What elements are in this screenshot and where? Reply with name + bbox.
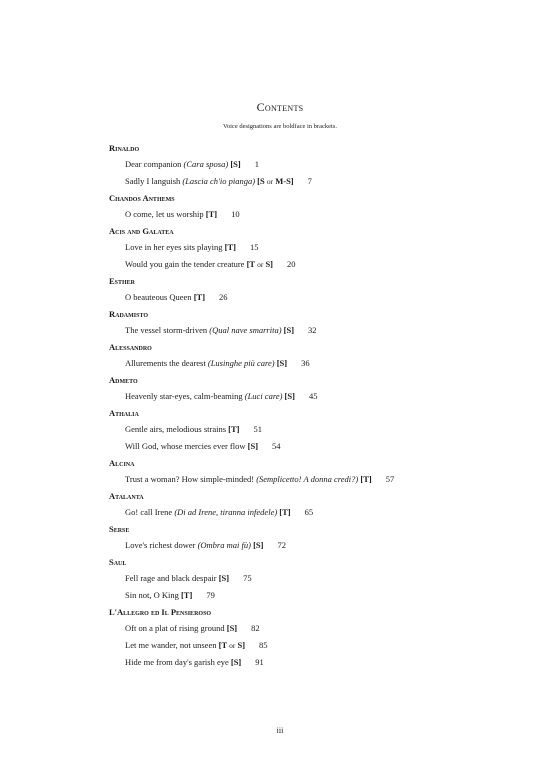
- table-of-contents: [109, 140, 529, 671]
- entry-voice: [S]: [283, 325, 295, 335]
- toc-section: [109, 406, 529, 455]
- toc-entry[interactable]: [109, 289, 529, 306]
- entry-page-number: 7: [307, 176, 312, 186]
- page-number: iii: [276, 726, 284, 735]
- entry-voice: [S]: [247, 441, 259, 451]
- entry-page-number: 15: [249, 242, 259, 252]
- entry-voice: [S]: [276, 358, 288, 368]
- entry-page-number: 32: [308, 325, 317, 335]
- opera-heading: Rinaldo: [109, 143, 140, 153]
- entry-voice: [S]: [253, 540, 264, 550]
- entry-page-number: 75: [243, 573, 252, 583]
- entry-title: Will God, whose mercies ever flow: [125, 441, 246, 451]
- entry-voice: [S]: [230, 159, 241, 169]
- toc-entry[interactable]: [109, 504, 529, 521]
- entry-original-title: (Luci care): [244, 391, 283, 401]
- page-title: Contents: [256, 100, 304, 114]
- entry-voice: [T]: [205, 209, 218, 219]
- entry-page-number: 36: [301, 358, 310, 368]
- entry-voice: [T]: [279, 507, 291, 517]
- entry-voice: [T]: [180, 590, 193, 600]
- entry-voice: [T]: [360, 474, 372, 484]
- toc-entry[interactable]: [109, 239, 529, 256]
- entry-title: The vessel storm-driven: [125, 325, 208, 335]
- entry-voice: [T]: [228, 424, 240, 434]
- toc-section: [109, 522, 529, 554]
- entry-page-number: 72: [277, 540, 286, 550]
- entry-title: Dear companion: [125, 159, 182, 169]
- toc-section: [109, 605, 529, 671]
- toc-entry[interactable]: [109, 322, 529, 339]
- entry-page-number: 65: [304, 507, 314, 517]
- entry-title: Heavenly star-eyes, calm-beaming: [125, 391, 243, 401]
- entry-title: Gentle airs, melodious strains: [125, 424, 227, 434]
- toc-section: [109, 307, 529, 339]
- entry-original-title: (Cara sposa): [183, 159, 229, 169]
- entry-title: Let me wander, not unseen: [125, 640, 217, 650]
- entry-voice: [T or S]: [246, 259, 273, 269]
- opera-heading: Atalanta: [109, 491, 144, 501]
- toc-section: [109, 373, 529, 405]
- toc-section: [109, 224, 529, 273]
- toc-section: [109, 555, 529, 604]
- entry-title: Fell rage and black despair: [125, 573, 217, 583]
- toc-entry[interactable]: [109, 637, 529, 654]
- opera-heading: Athalia: [109, 408, 139, 418]
- opera-heading: Chandos Anthems: [109, 193, 175, 203]
- entry-voice: [S]: [226, 623, 238, 633]
- voice-note: Voice designations are boldface in brackets.: [223, 123, 337, 130]
- entry-voice: [S]: [218, 573, 230, 583]
- entry-page-number: 51: [253, 424, 263, 434]
- entry-voice: [T]: [224, 242, 236, 252]
- entry-page-number: 1: [254, 159, 259, 169]
- entry-original-title: (Qual nave smarrita): [209, 325, 282, 335]
- entry-title: O beauteous Queen: [125, 292, 192, 302]
- entry-original-title: (Ombra mai fù): [197, 540, 251, 550]
- toc-entry[interactable]: [109, 173, 529, 190]
- toc-entry[interactable]: [109, 537, 529, 554]
- toc-entry[interactable]: [109, 620, 529, 637]
- toc-section: [109, 489, 529, 521]
- toc-entry[interactable]: [109, 471, 529, 488]
- toc-entry[interactable]: [109, 388, 529, 405]
- entry-page-number: 79: [206, 590, 215, 600]
- opera-heading: Radamisto: [109, 309, 149, 319]
- entry-title: Oft on a plat of rising ground: [125, 623, 225, 633]
- entry-page-number: 10: [231, 209, 240, 219]
- entry-original-title: (Lascia ch'io pianga): [182, 176, 256, 186]
- opera-heading: L'Allegro ed Il Pensieroso: [109, 607, 212, 617]
- entry-page-number: 45: [308, 391, 318, 401]
- toc-entry[interactable]: [109, 654, 529, 671]
- entry-title: Allurements the dearest: [125, 358, 206, 368]
- opera-heading: Esther: [109, 276, 136, 286]
- entry-page-number: 91: [255, 657, 264, 667]
- entry-title: Love's richest dower: [125, 540, 196, 550]
- toc-section: [109, 141, 529, 190]
- opera-heading: Serse: [109, 524, 130, 534]
- entry-title: Love in her eyes sits playing: [125, 242, 223, 252]
- toc-entry[interactable]: [109, 256, 529, 273]
- entry-title: Trust a woman? How simple-minded!: [125, 474, 255, 484]
- entry-voice: [T or S]: [218, 640, 246, 650]
- entry-page-number: 57: [385, 474, 395, 484]
- entry-page-number: 20: [287, 259, 296, 269]
- toc-section: [109, 456, 529, 488]
- toc-entry[interactable]: [109, 355, 529, 372]
- toc-entry[interactable]: [109, 438, 529, 455]
- toc-entry[interactable]: [109, 156, 529, 173]
- entry-page-number: 26: [219, 292, 228, 302]
- toc-entry[interactable]: [109, 570, 529, 587]
- entry-voice: [S]: [230, 657, 242, 667]
- entry-title: Sadly I languish: [125, 176, 181, 186]
- entry-title: Hide me from day's garish eye: [125, 657, 229, 667]
- entry-original-title: (Lusinghe più care): [207, 358, 275, 368]
- opera-heading: Alessandro: [109, 342, 152, 352]
- entry-voice: [T]: [193, 292, 206, 302]
- entry-voice: [S or M-S]: [257, 176, 294, 186]
- entry-original-title: (Semplicetto! A donna credi?): [256, 474, 359, 484]
- opera-heading: Acis and Galatea: [109, 226, 174, 236]
- entry-voice: [S]: [284, 391, 295, 401]
- entry-original-title: (Di ad Irene, tiranna infedele): [174, 507, 278, 517]
- entry-page-number: 54: [272, 441, 281, 451]
- toc-section: [109, 340, 529, 372]
- entry-title: Go! call Irene: [125, 507, 173, 517]
- toc-entry[interactable]: [109, 206, 529, 223]
- entry-title: O come, let us worship: [125, 209, 204, 219]
- entry-page-number: 85: [259, 640, 268, 650]
- toc-entry[interactable]: [109, 421, 529, 438]
- entry-page-number: 82: [251, 623, 260, 633]
- opera-heading: Saul: [109, 557, 127, 567]
- opera-heading: Alcina: [109, 458, 135, 468]
- opera-heading: Admeto: [109, 375, 138, 385]
- entry-title: Would you gain the tender creature: [125, 259, 245, 269]
- toc-entry[interactable]: [109, 587, 529, 604]
- toc-section: [109, 191, 529, 223]
- entry-title: Sin not, O King: [125, 590, 179, 600]
- toc-section: [109, 274, 529, 306]
